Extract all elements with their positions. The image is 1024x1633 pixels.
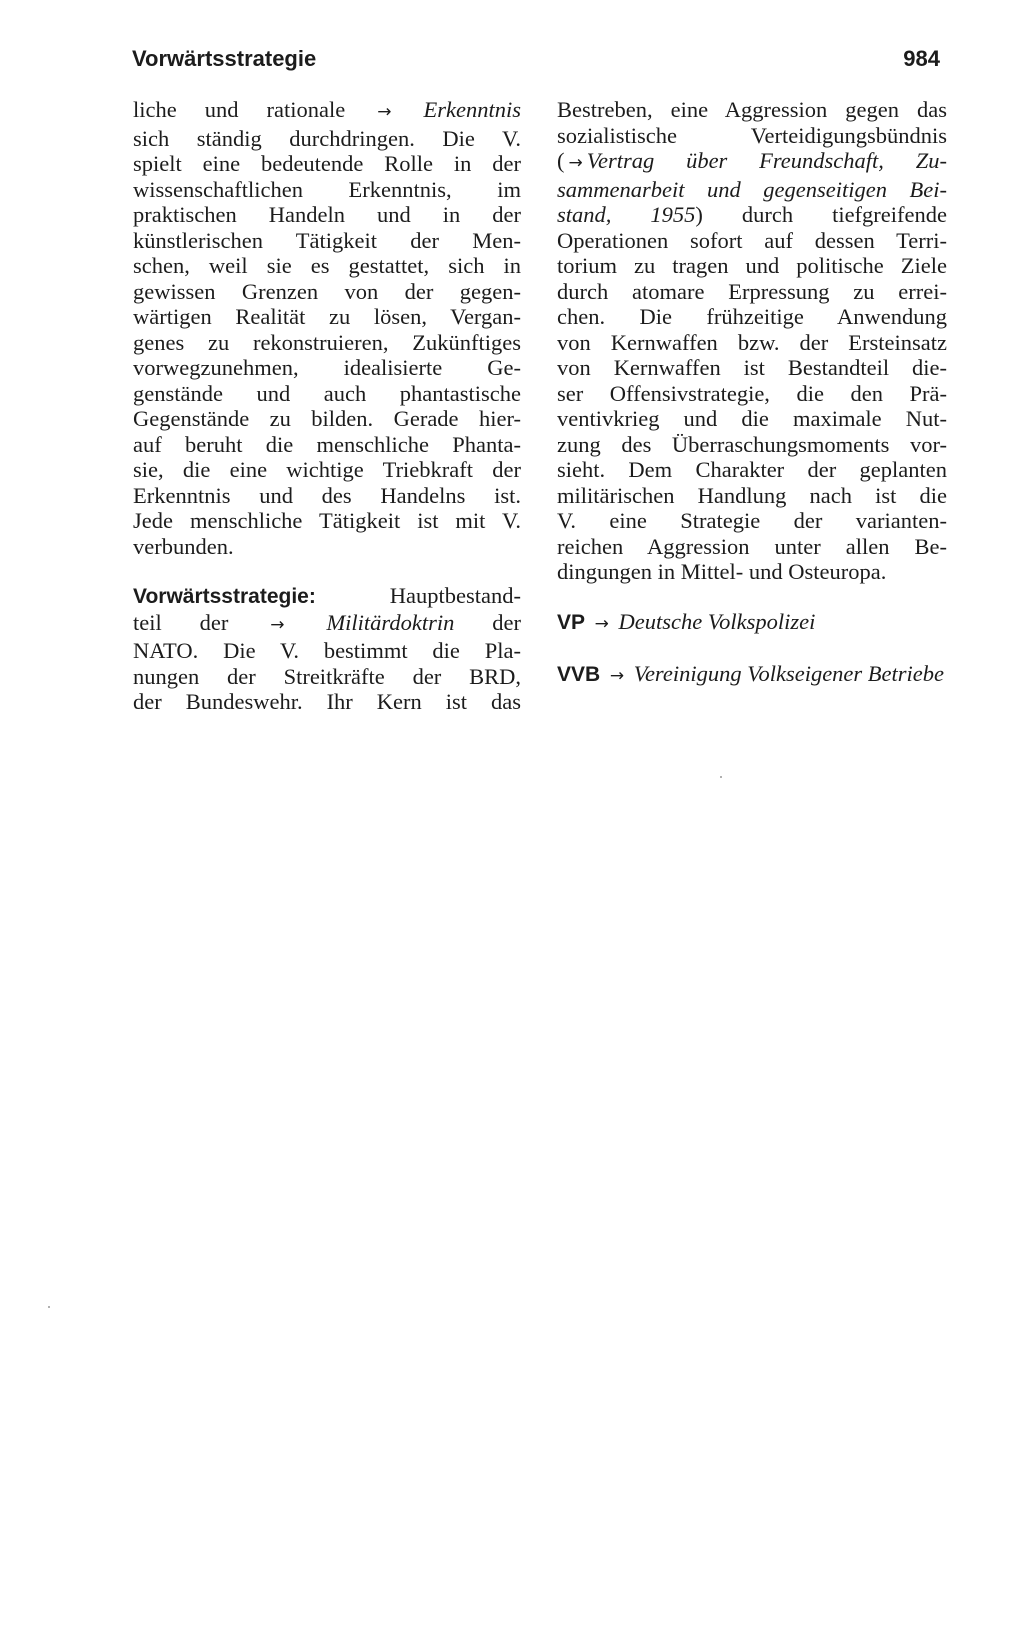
text-line: militärischen Handlung nach ist die — [557, 482, 947, 508]
text-line: stand, 1955) durch tiefgreifende — [557, 202, 947, 227]
continued-paragraph — [557, 97, 947, 585]
text-line: Operationen sofort auf dessen Terri- — [557, 227, 947, 253]
text-line: genstände und auch phantastische — [133, 380, 521, 406]
text-line: sozialistische Verteidigungsbündnis — [557, 122, 947, 148]
text-line: Gegenstände zu bilden. Gerade hier- — [133, 406, 521, 431]
page-number: 984 — [903, 46, 940, 71]
arrow-icon: → — [270, 614, 285, 635]
arrow-icon: → — [568, 153, 583, 173]
cross-reference: Militärdoktrin — [326, 609, 455, 635]
text-line: NATO. Die V. bestimmt die Pla- — [133, 638, 521, 663]
text-line: gewissen Grenzen von der gegen- — [133, 278, 521, 304]
scan-speck — [720, 776, 722, 778]
text-line: ser Offensivstrategie, die den Prä- — [557, 380, 947, 406]
arrow-icon: → — [594, 613, 609, 634]
text-line: reichen Aggression unter allen Be- — [557, 533, 947, 559]
text-line: teil der → Militärdoktrin der — [133, 609, 521, 635]
entry-lemma: VVB — [557, 663, 601, 686]
text-line: von Kernwaffen ist Bestandteil die- — [557, 355, 947, 380]
text-line: liche und rationale → Erkenntnis — [133, 97, 522, 122]
text-line: Vorwärtsstrategie: Hauptbestand- — [133, 583, 521, 608]
text-line: dingungen in Mittel- und Osteuropa. — [557, 559, 887, 584]
text-line: verbunden. — [133, 533, 234, 559]
cross-reference: stand, 1955 — [557, 202, 696, 227]
text-line: Erkenntnis und des Handelns ist. — [133, 482, 521, 508]
right-column — [557, 97, 947, 714]
text-line: auf beruht die menschliche Phanta- — [133, 431, 521, 457]
entry-vvb — [557, 661, 947, 690]
text-line: schen, weil sie es gestattet, sich in — [133, 253, 521, 278]
continued-paragraph — [133, 97, 521, 559]
running-head — [132, 42, 940, 76]
text-line: Bestreben, eine Aggression gegen das — [557, 97, 947, 122]
cross-reference: Erkenntnis — [423, 97, 522, 122]
text-line: wissenschaftlichen Erkenntnis, im — [133, 176, 521, 202]
arrow-icon: → — [377, 102, 392, 122]
text-line: Jede menschliche Tätigkeit ist mit V. — [133, 508, 521, 533]
text-line: torium zu tragen und politische Ziele — [557, 253, 947, 278]
cross-reference: Vereinigung Volkseigener Betriebe — [633, 661, 945, 686]
text-line: sich ständig durchdringen. Die V. — [133, 125, 521, 151]
entry-vorwaertsstrategie — [133, 583, 521, 715]
scan-speck — [48, 1306, 50, 1308]
entry-lemma: VP — [557, 610, 586, 634]
text-line: nungen der Streitkräfte der BRD, — [133, 663, 521, 689]
entry-lemma: Vorwärtsstrategie: — [133, 585, 316, 608]
text-line: wärtigen Realität zu lösen, Vergan- — [133, 304, 521, 329]
text-line: genes zu rekonstruieren, Zukünftiges — [133, 329, 521, 355]
cross-reference: Vertrag über Freundschaft, Zu- — [586, 148, 947, 173]
left-column — [133, 97, 521, 739]
text-line: künstlerischen Tätigkeit der Men- — [133, 227, 521, 253]
cross-reference: Deutsche Volkspolizei — [618, 608, 816, 634]
text-line: der Bundeswehr. Ihr Kern ist das — [133, 689, 521, 714]
text-line: V. eine Strategie der varianten- — [557, 508, 947, 533]
cross-reference: sammenarbeit und gegenseitigen Bei- — [557, 176, 947, 202]
text-line: chen. Die frühzeitige Anwendung — [557, 304, 947, 329]
entry-vp — [557, 609, 947, 638]
text-line: durch atomare Erpressung zu errei- — [557, 278, 947, 304]
running-title: Vorwärtsstrategie — [132, 46, 317, 71]
text-line: sieht. Dem Charakter der geplanten — [557, 457, 947, 482]
text-line: von Kernwaffen bzw. der Ersteinsatz — [557, 329, 947, 355]
text-line: zung des Überraschungsmoments vor- — [557, 431, 947, 457]
text-line: praktischen Handeln und in der — [133, 202, 521, 227]
text-line: sie, die eine wichtige Triebkraft der — [133, 457, 521, 482]
text-line: ventivkrieg und die maximale Nut- — [557, 406, 947, 431]
arrow-icon: → — [609, 666, 625, 686]
text-line: spielt eine bedeutende Rolle in der — [133, 151, 521, 176]
text-line: ( → Vertrag über Freundschaft, Zu- — [557, 148, 947, 173]
text-line: vorwegzunehmen, idealisierte Ge- — [133, 355, 521, 380]
